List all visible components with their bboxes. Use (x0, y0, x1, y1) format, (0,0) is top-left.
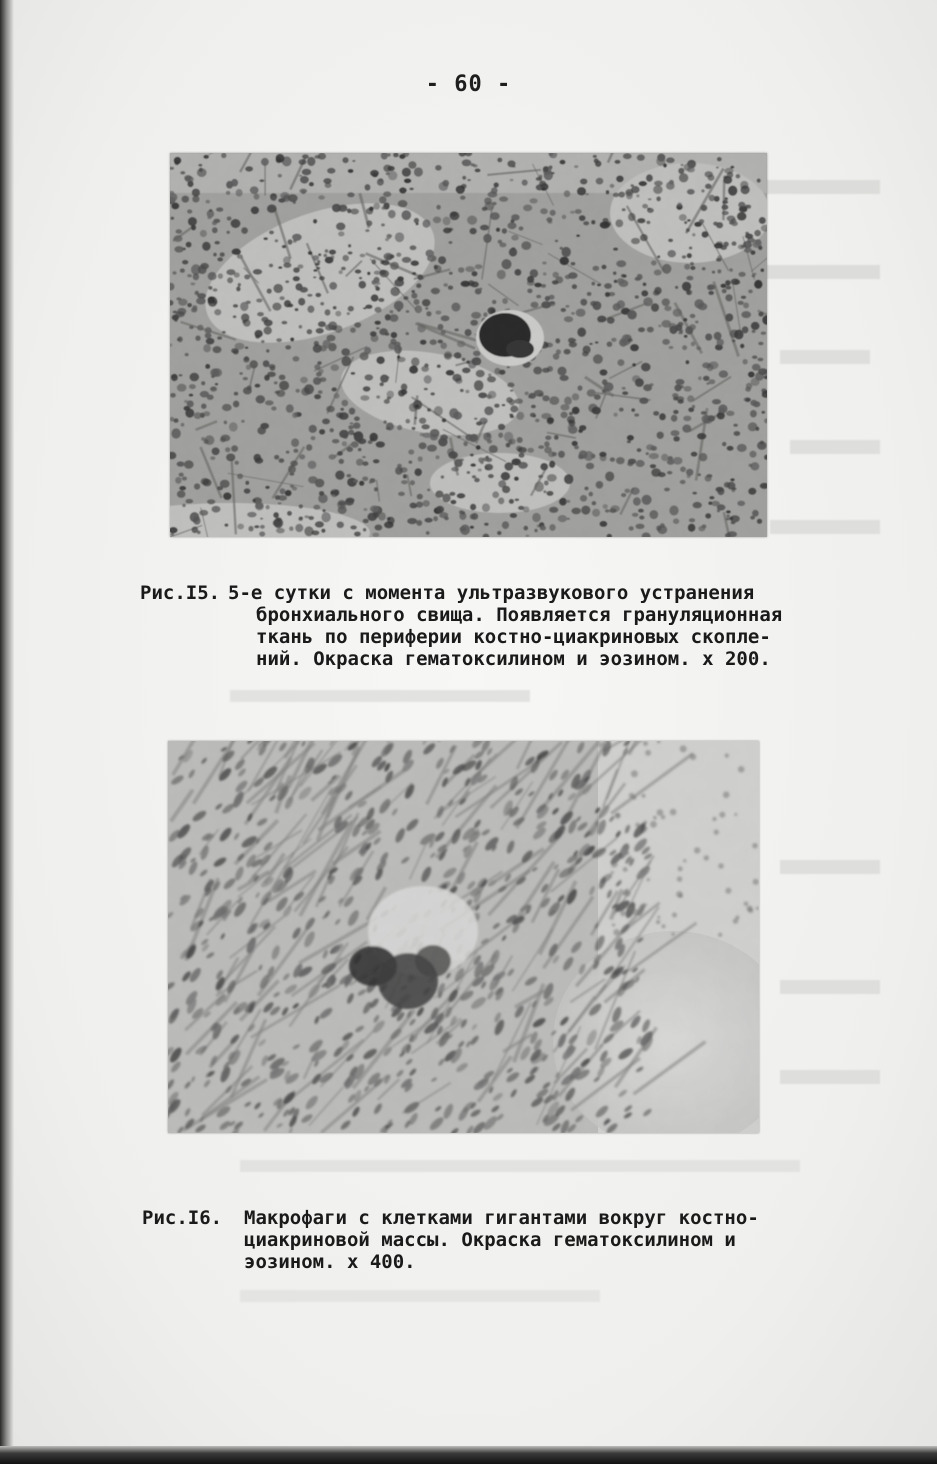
micrograph-figure-16 (168, 741, 759, 1133)
caption-line: Макрофаги с клетками гигантами вокруг костно- (244, 1207, 759, 1229)
figure-16-caption (142, 1207, 842, 1277)
caption-line: циакриновой массы. Окраска гематоксилином и (244, 1229, 736, 1251)
caption-line: ний. Окраска гематоксилином и эозином. х 200. (256, 648, 771, 670)
page-number: - 60 - (425, 72, 512, 97)
figure-15-label: Рис.I5. (140, 582, 221, 604)
micrograph-figure-15 (170, 153, 767, 537)
caption-line: 5-е сутки с момента ультразвукового устранения (228, 582, 755, 604)
figure-15-caption (140, 582, 840, 672)
caption-line: бронхиального свища. Появляется грануляционная (256, 604, 783, 626)
figure-16-label: Рис.I6. (142, 1207, 223, 1229)
scan-bottom-edge (0, 1446, 937, 1464)
caption-line: эозином. х 400. (244, 1251, 416, 1273)
caption-line: ткань по периферии костно-циакриновых скопле- (256, 626, 771, 648)
scan-left-edge (0, 0, 14, 1464)
